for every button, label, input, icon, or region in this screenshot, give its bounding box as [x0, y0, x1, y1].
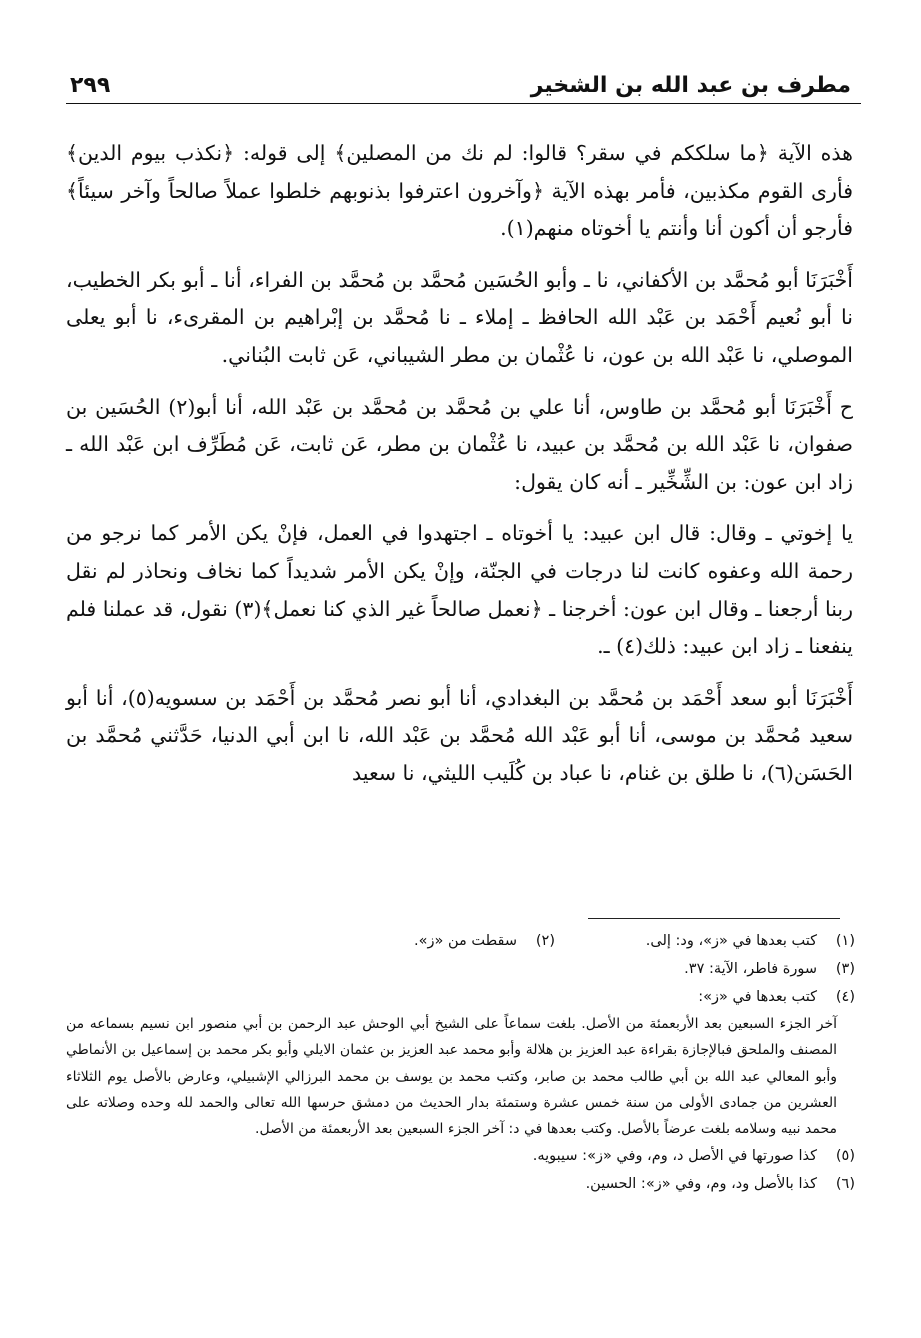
footnote-5 [66, 1142, 855, 1170]
footnote-text: سورة فاطر، الآية: ٣٧. [684, 961, 817, 977]
footnote-pair [66, 927, 855, 955]
paragraph: أَخْبَرَنَا أبو مُحمَّد بن الأكفاني، نا ـ وأبو الحُسَين مُحمَّد بن مُحمَّد بن الفراء، أنا ـ أبو بكر الخطيب، نا أبو نُعيم أَحْمَد بن عَبْد الله الحافظ ـ إملاء ـ نا مُحمَّد بن إبْراهيم بن المقرىء، نا أبو يعلى الموصلي، نا عَبْد الله بن عون، نا عُثْمان بن مطر الشيباني، عَن ثابت البُناني. [66, 267, 853, 367]
footnote-6 [66, 1170, 855, 1198]
paragraph: أَخْبَرَنَا أبو سعد أَحْمَد بن مُحمَّد بن البغدادي، أنا أبو نصر مُحمَّد بن أَحْمَد بن سسويه(٥)، أنا أبو سعيد مُحمَّد بن موسى، أنا أبو عَبْد الله مُحمَّد بن عَبْد الله، نا ابن أبي الدنيا، حَدَّثني مُحمَّد بن الحَسَن(٦)، نا طلق بن غنام، نا عباد بن كُلَيب الليثي، نا سعيد [66, 685, 853, 785]
page-number: ٢٩٩ [70, 73, 111, 98]
paragraph: يا إخوتي ـ وقال: قال ابن عبيد: يا أخوتاه ـ اجتهدوا في العمل، فإنْ يكن الأمر كما نرجو من رحمة الله وعفوه كانت لنا درجات في الجنّة، وإنْ يكن الأمر شديداً كما نخاف ونحاذر لم نقل ربنا أرجعنا ـ وقال ابن عون: أخرجنا ـ ﴿نعمل صالحاً غير الذي كنا نعمل﴾(٣) نقول، قد عملنا فلم ينفعنا ـ زاد ابن عبيد: ذلك(٤) ـ. [66, 521, 853, 659]
footnote-number: (٤) [835, 989, 855, 1005]
footnote-text: كذا صورتها في الأصل د، وم، وفي «ز»: سيبويه. [532, 1148, 817, 1165]
footnote-3 [66, 955, 855, 983]
running-title: مطرف بن عبد الله بن الشخير [530, 73, 851, 98]
footnote-number: (٢) [535, 933, 555, 949]
footnote-rule [588, 918, 840, 919]
paragraph: هذه الآية ﴿ما سلككم في سقر؟ قالوا: لم نك من المصلين﴾ إلى قوله: ﴿نكذب بيوم الدين﴾ فأرى القوم مكذبين، فأمر بهذه الآية ﴿وآخرون اعترفوا بذنوبهم خلطوا عملاً صالحاً وآخر سيئاً﴾ فأرجو أن أكون أنا وأنتم يا أخوتاه منهم(١). [66, 141, 853, 241]
footnote-2 [414, 927, 555, 955]
footnote-number: (٥) [835, 1148, 855, 1165]
page-header [70, 58, 851, 98]
footnote-4-quote: آخر الجزء السبعين بعد الأربعمئة من الأصل. بلغت سماعاً على الشيخ أبي الوحش عبد الرحمن بن أبي منصور ابن نسيم بسماعه من المصنف والملحق فبالإجازة بقراءة عبد العزيز بن هلالة وأبو محمد عبد العزيز بن عثمان الايلي وأبو بكر محمد بن إسماعيل بن الأنماطي وأبو المعالي عبد الله بن أبي طالب محمد بن صابر، وكتب محمد بن يوسف بن محمد البرزالي الإشبيلي، وعارض بالأصل يوم الثلاثاء العشرين من جمادى الأولى من سنة خمس عشرة وستمئة بدار الحديث من دمشق حرسها الله تعالى والحمد لله وحده وصلاته على محمد نبيه وسلامه بلغت عرضاً بالأصل. وكتب بعدها في د: آخر الجزء السبعين بعد الأربعمئة من الأصل. [66, 1016, 837, 1138]
paragraph: ح أَخْبَرَنَا أبو مُحمَّد بن طاوس، أنا علي بن مُحمَّد بن مُحمَّد بن عَبْد الله، أنا أبو(٢) الحُسَين بن صفوان، نا عَبْد الله بن مُحمَّد بن عبيد، نا عُثْمان بن مطر، عَن ثابت، عَن مُطَرِّف ابن عَبْد الله ـ زاد ابن عون: بن الشِّخِّير ـ أنه كان يقول: [66, 394, 853, 494]
footnote-4 [66, 983, 855, 1011]
footnotes [66, 927, 855, 1198]
footnote-text: كتب بعدها في «ز»، ود: إلى. [645, 933, 817, 949]
footnote-text: كتب بعدها في «ز»: [698, 989, 817, 1005]
footnote-number: (٦) [835, 1176, 855, 1193]
footnote-1 [555, 927, 855, 955]
main-text [66, 135, 853, 807]
footnote-number: (١) [835, 933, 855, 949]
footnote-number: (٣) [835, 961, 855, 977]
footnote-text: سقطت من «ز». [414, 933, 517, 949]
header-rule [66, 103, 861, 104]
footnote-text: كذا بالأصل ود، وم، وفي «ز»: الحسين. [585, 1176, 817, 1193]
